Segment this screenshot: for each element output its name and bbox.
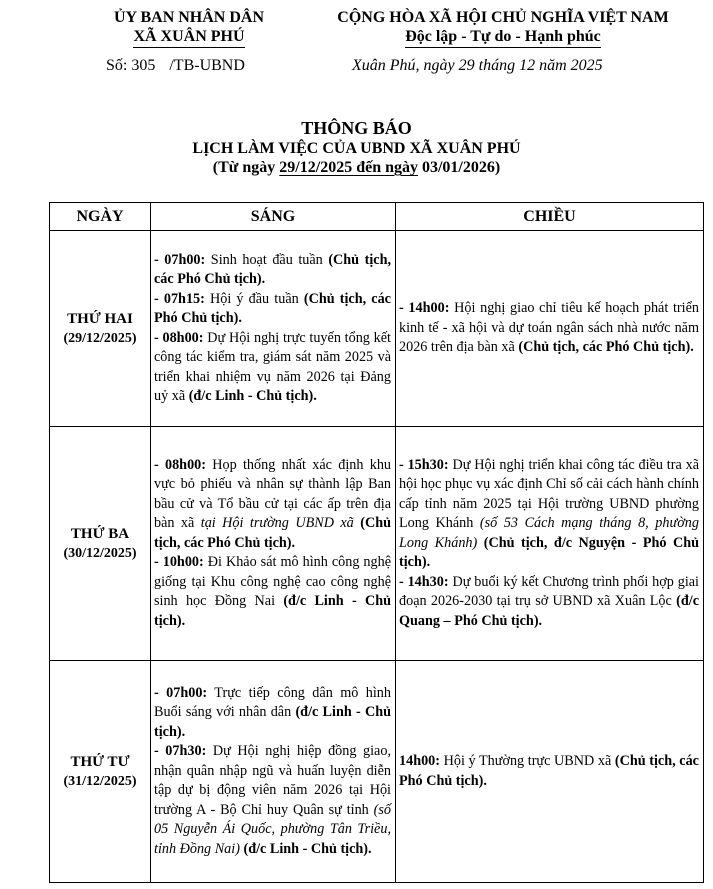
- item-responsible: (Chủ tịch, các Phó Chủ tịch).: [154, 251, 392, 287]
- item-responsible: (Chủ tịch, các Phó Chủ tịch).: [154, 515, 391, 551]
- item-description: Dự Hội nghị triển khai công tác điều tra xã hội học phục vụ xác định Chỉ số cải cách hành chính cấp tỉnh năm 2025 tại Hội trường UBND phường Long Khánh: [399, 456, 700, 532]
- item-time: 14h00:: [399, 753, 440, 769]
- item-time: - 07h30:: [154, 743, 207, 760]
- notice-date-range: [0, 158, 713, 177]
- item-description: Họp thống nhất xác định khu vực bỏ phiếu và nhân sự thành lập Ban bầu cử và Tổ bầu cử tại các ấp trên địa bàn xã: [154, 456, 392, 532]
- nation-motto-line: [298, 27, 708, 48]
- schedule-table: [49, 202, 704, 883]
- date-range-end-text: 03/01/2026): [417, 159, 501, 176]
- day-name: THỨ HAI: [67, 310, 133, 327]
- item-description: Dự buổi ký kết Chương trình phối hợp giai đoạn 2026-2030 tại trụ sở UBND xã Xuân Lộc: [399, 573, 699, 610]
- afternoon-cell: [396, 427, 704, 661]
- item-responsible: (đ/c Linh - Chủ tịch).: [154, 704, 391, 740]
- schedule-item: [154, 742, 391, 859]
- item-responsible: (Chủ tịch, đ/c Nguyện - Phó Chủ tịch).: [399, 534, 699, 571]
- header-day: NGÀY: [50, 203, 151, 231]
- document-number-suffix: /TB-UBND: [169, 57, 245, 74]
- schedule-item: [154, 553, 391, 631]
- day-name: THỨ TƯ: [70, 753, 130, 770]
- header-afternoon: CHIỀU: [396, 203, 704, 231]
- item-location: (số 05 Nguyễn Ái Quốc, phường Tân Triều, tỉnh Đồng Nai): [154, 801, 391, 857]
- schedule-row: [50, 231, 704, 427]
- afternoon-cell: [396, 231, 704, 427]
- item-responsible: (đ/c Linh - Chủ tịch).: [239, 840, 372, 857]
- item-responsible: (đ/c Linh - Chủ tịch).: [188, 388, 317, 404]
- item-description: Dự Hội nghị trực tuyến tổng kết công tác kiểm tra, giám sát năm 2025 và triển khai nhiệm vụ năm 2026 tại Đảng uỷ xã: [154, 329, 391, 404]
- schedule-item: [154, 329, 391, 407]
- day-date: (30/12/2025): [63, 545, 137, 561]
- schedule-item: [154, 290, 391, 329]
- item-time: - 14h30:: [399, 573, 449, 590]
- item-time: - 08h00:: [154, 329, 204, 346]
- day-date: (29/12/2025): [63, 330, 137, 346]
- item-time: - 10h00:: [154, 554, 204, 571]
- day-cell: [50, 427, 151, 661]
- item-responsible: (Chủ tịch, các Phó Chủ tịch).: [399, 753, 699, 789]
- header-morning: SÁNG: [151, 203, 396, 231]
- item-time: - 15h30:: [399, 456, 449, 473]
- nation-title: CỘNG HÒA XÃ HỘI CHỦ NGHĨA VIỆT NAM: [337, 9, 669, 26]
- item-responsible: (đ/c Linh - Chủ tịch).: [154, 593, 391, 629]
- afternoon-cell: [396, 661, 704, 883]
- place-and-date: Xuân Phú, ngày 29 tháng 12 năm 2025: [352, 57, 603, 74]
- item-time: - 07h00:: [154, 684, 208, 701]
- item-description: Trực tiếp công dân mô hình Buổi sáng với nhân dân: [154, 684, 391, 721]
- table-header-row: [50, 203, 704, 231]
- notice-title: THÔNG BÁO: [301, 118, 412, 138]
- issuing-authority: [80, 8, 298, 48]
- date-range-underlined: 29/12/2025 đến ngày: [279, 159, 418, 176]
- morning-cell: [151, 661, 396, 883]
- schedule-row: [50, 427, 704, 661]
- item-responsible: (đ/c Quang – Phó Chủ tịch).: [399, 593, 699, 629]
- day-date: (31/12/2025): [63, 773, 137, 789]
- item-description: Dự Hội nghị hiệp đồng giao, nhận quân nhập ngũ và huấn luyện diễn tập dự bị động viên năm 2026 tại Hội trường A - Bộ Chỉ huy Quân sự tỉnh: [154, 743, 391, 818]
- item-location: (số 53 Cách mạng tháng 8, phường Long Khánh): [399, 515, 699, 551]
- date-range-start-text: (Từ ngày: [212, 159, 280, 176]
- item-location: tại Hội trường UBND xã: [200, 515, 354, 532]
- authority-name: XÃ XUÂN PHÚ: [133, 27, 244, 48]
- authority-line-2: [80, 27, 298, 48]
- nation-motto: Độc lập - Tự do - Hạnh phúc: [405, 27, 601, 48]
- item-description: Hội ý đầu tuần: [204, 290, 304, 307]
- item-description: Đi Khảo sát mô hình công nghệ giống tại Khu công nghệ cao công nghệ sinh học Đồng Nai: [154, 554, 392, 610]
- notice-subtitle: LỊCH LÀM VIỆC CỦA UBND XÃ XUÂN PHÚ: [192, 140, 521, 157]
- schedule-item: [399, 299, 699, 358]
- item-description: Sinh hoạt đầu tuần: [205, 251, 329, 268]
- item-time: - 14h00:: [399, 300, 450, 317]
- schedule-item: [399, 456, 699, 573]
- authority-line-1: ỦY BAN NHÂN DÂN: [113, 9, 265, 26]
- schedule-row: [50, 661, 704, 883]
- item-time: - 07h00:: [154, 251, 206, 268]
- schedule-body: [50, 231, 704, 883]
- schedule-item: [154, 684, 391, 743]
- morning-cell: [151, 427, 396, 661]
- national-header: [298, 8, 708, 48]
- item-responsible: (Chủ tịch, các Phó Chủ tịch).: [518, 339, 694, 356]
- item-responsible: (Chủ tịch, các Phó Chủ tịch).: [154, 290, 391, 326]
- item-description: Hội nghị giao chỉ tiêu kế hoạch phát triển kinh tế - xã hội và dự toán ngân sách nhà nước năm 2026 trên địa bàn xã: [399, 300, 699, 356]
- item-description: Hội ý Thường trực UBND xã: [440, 753, 615, 769]
- schedule-item: [154, 251, 391, 290]
- document-number-value: 305: [131, 57, 156, 74]
- document-number-prefix: Số:: [106, 57, 128, 74]
- schedule-item: [154, 456, 391, 554]
- notice-title-block: [0, 117, 713, 177]
- item-time: - 07h15:: [154, 290, 205, 307]
- schedule-item: [399, 573, 699, 632]
- item-time: - 08h00:: [154, 456, 206, 473]
- schedule-item: [399, 752, 699, 791]
- morning-cell: [151, 231, 396, 427]
- document-number: [106, 57, 245, 75]
- day-name: THỨ BA: [70, 525, 130, 542]
- day-cell: [50, 231, 151, 427]
- day-cell: [50, 661, 151, 883]
